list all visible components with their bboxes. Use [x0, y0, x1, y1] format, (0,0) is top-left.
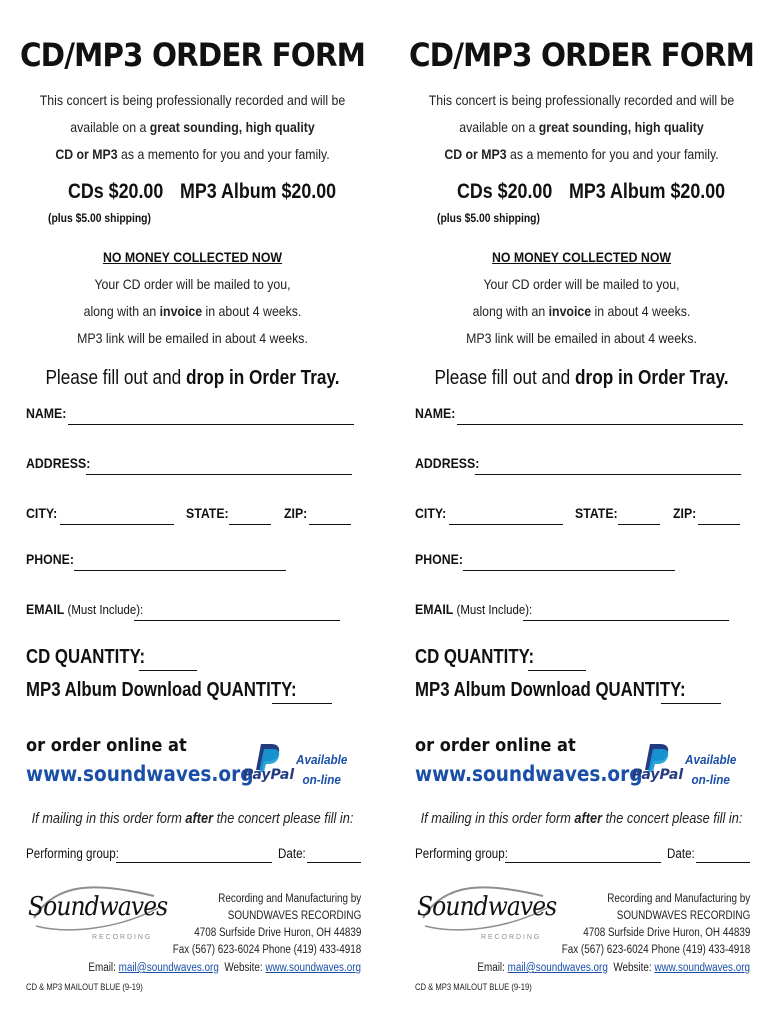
no-money-heading: NO MONEY COLLECTED NOW	[491, 249, 672, 265]
email-link[interactable]: mail@soundwaves.org	[507, 962, 608, 974]
email-field[interactable]	[134, 620, 340, 621]
name-label: NAME:	[415, 405, 456, 421]
phone-label: PHONE:	[415, 551, 463, 567]
no-money-heading: NO MONEY COLLECTED NOW	[102, 249, 283, 265]
performing-group-field[interactable]	[505, 862, 661, 863]
email-label: EMAIL (Must Include):	[415, 601, 533, 617]
contact-line-4: Fax (567) 623-6024 Phone (419) 433-4918	[561, 944, 750, 956]
paypal-logo	[632, 740, 682, 788]
paypal-logo	[243, 740, 293, 788]
fill-instruction: Please fill out and drop in Order Tray.	[45, 367, 340, 389]
mp3-quantity-label: MP3 Album Download QUANTITY:	[26, 679, 297, 701]
name-field[interactable]	[457, 424, 743, 425]
info-line-1: Your CD order will be mailed to you,	[483, 276, 680, 292]
fill-instruction: Please fill out and drop in Order Tray.	[434, 367, 729, 389]
cd-quantity-field[interactable]	[139, 670, 197, 671]
order-form-right	[389, 0, 770, 1024]
order-online-text: or order online at	[26, 735, 187, 756]
shipping-note: (plus $5.00 shipping)	[437, 213, 540, 225]
logo-wordmark: Soundwaves	[28, 892, 168, 922]
zip-label: ZIP:	[673, 505, 697, 521]
paypal-wordmark: PayPal	[632, 767, 684, 783]
contact-line-3: 4708 Surfside Drive Huron, OH 44839	[193, 927, 361, 939]
paypal-wordmark: PayPal	[243, 767, 295, 783]
mailing-note: If mailing in this order form after the concert please fill in:	[420, 810, 743, 827]
available-online-note: Available on-line	[296, 752, 348, 787]
contact-line-2: SOUNDWAVES RECORDING	[227, 910, 361, 922]
city-field[interactable]	[60, 524, 174, 525]
order-online-text: or order online at	[415, 735, 576, 756]
address-field[interactable]	[475, 474, 741, 475]
name-field[interactable]	[68, 424, 354, 425]
phone-field[interactable]	[463, 570, 675, 571]
cd-price: CDs $20.00	[457, 180, 553, 203]
website-small-link[interactable]: www.soundwaves.org	[265, 962, 361, 974]
contact-line-2: SOUNDWAVES RECORDING	[616, 910, 750, 922]
mp3-quantity-field[interactable]	[661, 703, 721, 704]
form-title: CD/MP3 ORDER FORM	[19, 36, 366, 74]
email-field[interactable]	[523, 620, 729, 621]
mailing-note: If mailing in this order form after the concert please fill in:	[31, 810, 354, 827]
performing-group-field[interactable]	[116, 862, 272, 863]
intro-line-2: available on a great sounding, high quality	[459, 119, 704, 135]
mp3-quantity-field[interactable]	[272, 703, 332, 704]
info-line-3: MP3 link will be emailed in about 4 weeks.	[466, 330, 697, 346]
name-label: NAME:	[26, 405, 67, 421]
cd-price: CDs $20.00	[68, 180, 164, 203]
date-field[interactable]	[696, 862, 750, 863]
mp3-quantity-label: MP3 Album Download QUANTITY:	[415, 679, 686, 701]
zip-field[interactable]	[309, 524, 351, 525]
performing-group-label: Performing group:	[415, 846, 508, 861]
mp3-price: MP3 Album $20.00	[569, 180, 726, 203]
logo-wordmark: Soundwaves	[417, 892, 557, 922]
phone-field[interactable]	[74, 570, 286, 571]
info-line-3: MP3 link will be emailed in about 4 weeks.	[77, 330, 308, 346]
intro-line-2: available on a great sounding, high quality	[70, 119, 315, 135]
cd-quantity-label: CD QUANTITY:	[26, 646, 146, 668]
info-line-2: along with an invoice in about 4 weeks.	[83, 303, 302, 319]
logo-subtitle: R E C O R D I N G	[481, 934, 540, 941]
contact-line-1: Recording and Manufacturing by	[218, 893, 361, 905]
info-line-1: Your CD order will be mailed to you,	[94, 276, 291, 292]
city-label: CITY:	[26, 505, 58, 521]
date-label: Date:	[667, 846, 695, 861]
state-label: STATE:	[575, 505, 618, 521]
contact-line-3: 4708 Surfside Drive Huron, OH 44839	[582, 927, 750, 939]
city-label: CITY:	[415, 505, 447, 521]
logo-subtitle: R E C O R D I N G	[92, 934, 151, 941]
form-code: CD & MP3 MAILOUT BLUE (9-19)	[415, 982, 532, 992]
contact-line-1: Recording and Manufacturing by	[607, 893, 750, 905]
cd-quantity-field[interactable]	[528, 670, 586, 671]
contact-line-5: Email: mail@soundwaves.org Website: www.soundwaves.org	[88, 962, 361, 974]
info-line-2: along with an invoice in about 4 weeks.	[472, 303, 691, 319]
intro-line-1: This concert is being professionally recorded and will be	[39, 92, 346, 108]
date-label: Date:	[278, 846, 306, 861]
performing-group-label: Performing group:	[26, 846, 119, 861]
address-field[interactable]	[86, 474, 352, 475]
mp3-price: MP3 Album $20.00	[180, 180, 337, 203]
contact-line-5: Email: mail@soundwaves.org Website: www.soundwaves.org	[477, 962, 750, 974]
email-label: EMAIL (Must Include):	[26, 601, 144, 617]
phone-label: PHONE:	[26, 551, 74, 567]
website-link[interactable]: www.soundwaves.org	[26, 762, 254, 786]
email-link[interactable]: mail@soundwaves.org	[118, 962, 219, 974]
intro-line-1: This concert is being professionally recorded and will be	[428, 92, 735, 108]
zip-label: ZIP:	[284, 505, 308, 521]
available-online-note: Available on-line	[685, 752, 737, 787]
address-label: ADDRESS:	[415, 455, 480, 471]
cd-quantity-label: CD QUANTITY:	[415, 646, 535, 668]
form-title: CD/MP3 ORDER FORM	[408, 36, 755, 74]
intro-line-3: CD or MP3 as a memento for you and your family.	[55, 146, 330, 162]
state-label: STATE:	[186, 505, 229, 521]
date-field[interactable]	[307, 862, 361, 863]
state-field[interactable]	[618, 524, 660, 525]
soundwaves-logo	[26, 878, 166, 948]
soundwaves-logo	[415, 878, 555, 948]
intro-line-3: CD or MP3 as a memento for you and your family.	[444, 146, 719, 162]
state-field[interactable]	[229, 524, 271, 525]
contact-line-4: Fax (567) 623-6024 Phone (419) 433-4918	[172, 944, 361, 956]
shipping-note: (plus $5.00 shipping)	[48, 213, 151, 225]
city-field[interactable]	[449, 524, 563, 525]
website-link[interactable]: www.soundwaves.org	[415, 762, 643, 786]
zip-field[interactable]	[698, 524, 740, 525]
address-label: ADDRESS:	[26, 455, 91, 471]
website-small-link[interactable]: www.soundwaves.org	[654, 962, 750, 974]
form-code: CD & MP3 MAILOUT BLUE (9-19)	[26, 982, 143, 992]
